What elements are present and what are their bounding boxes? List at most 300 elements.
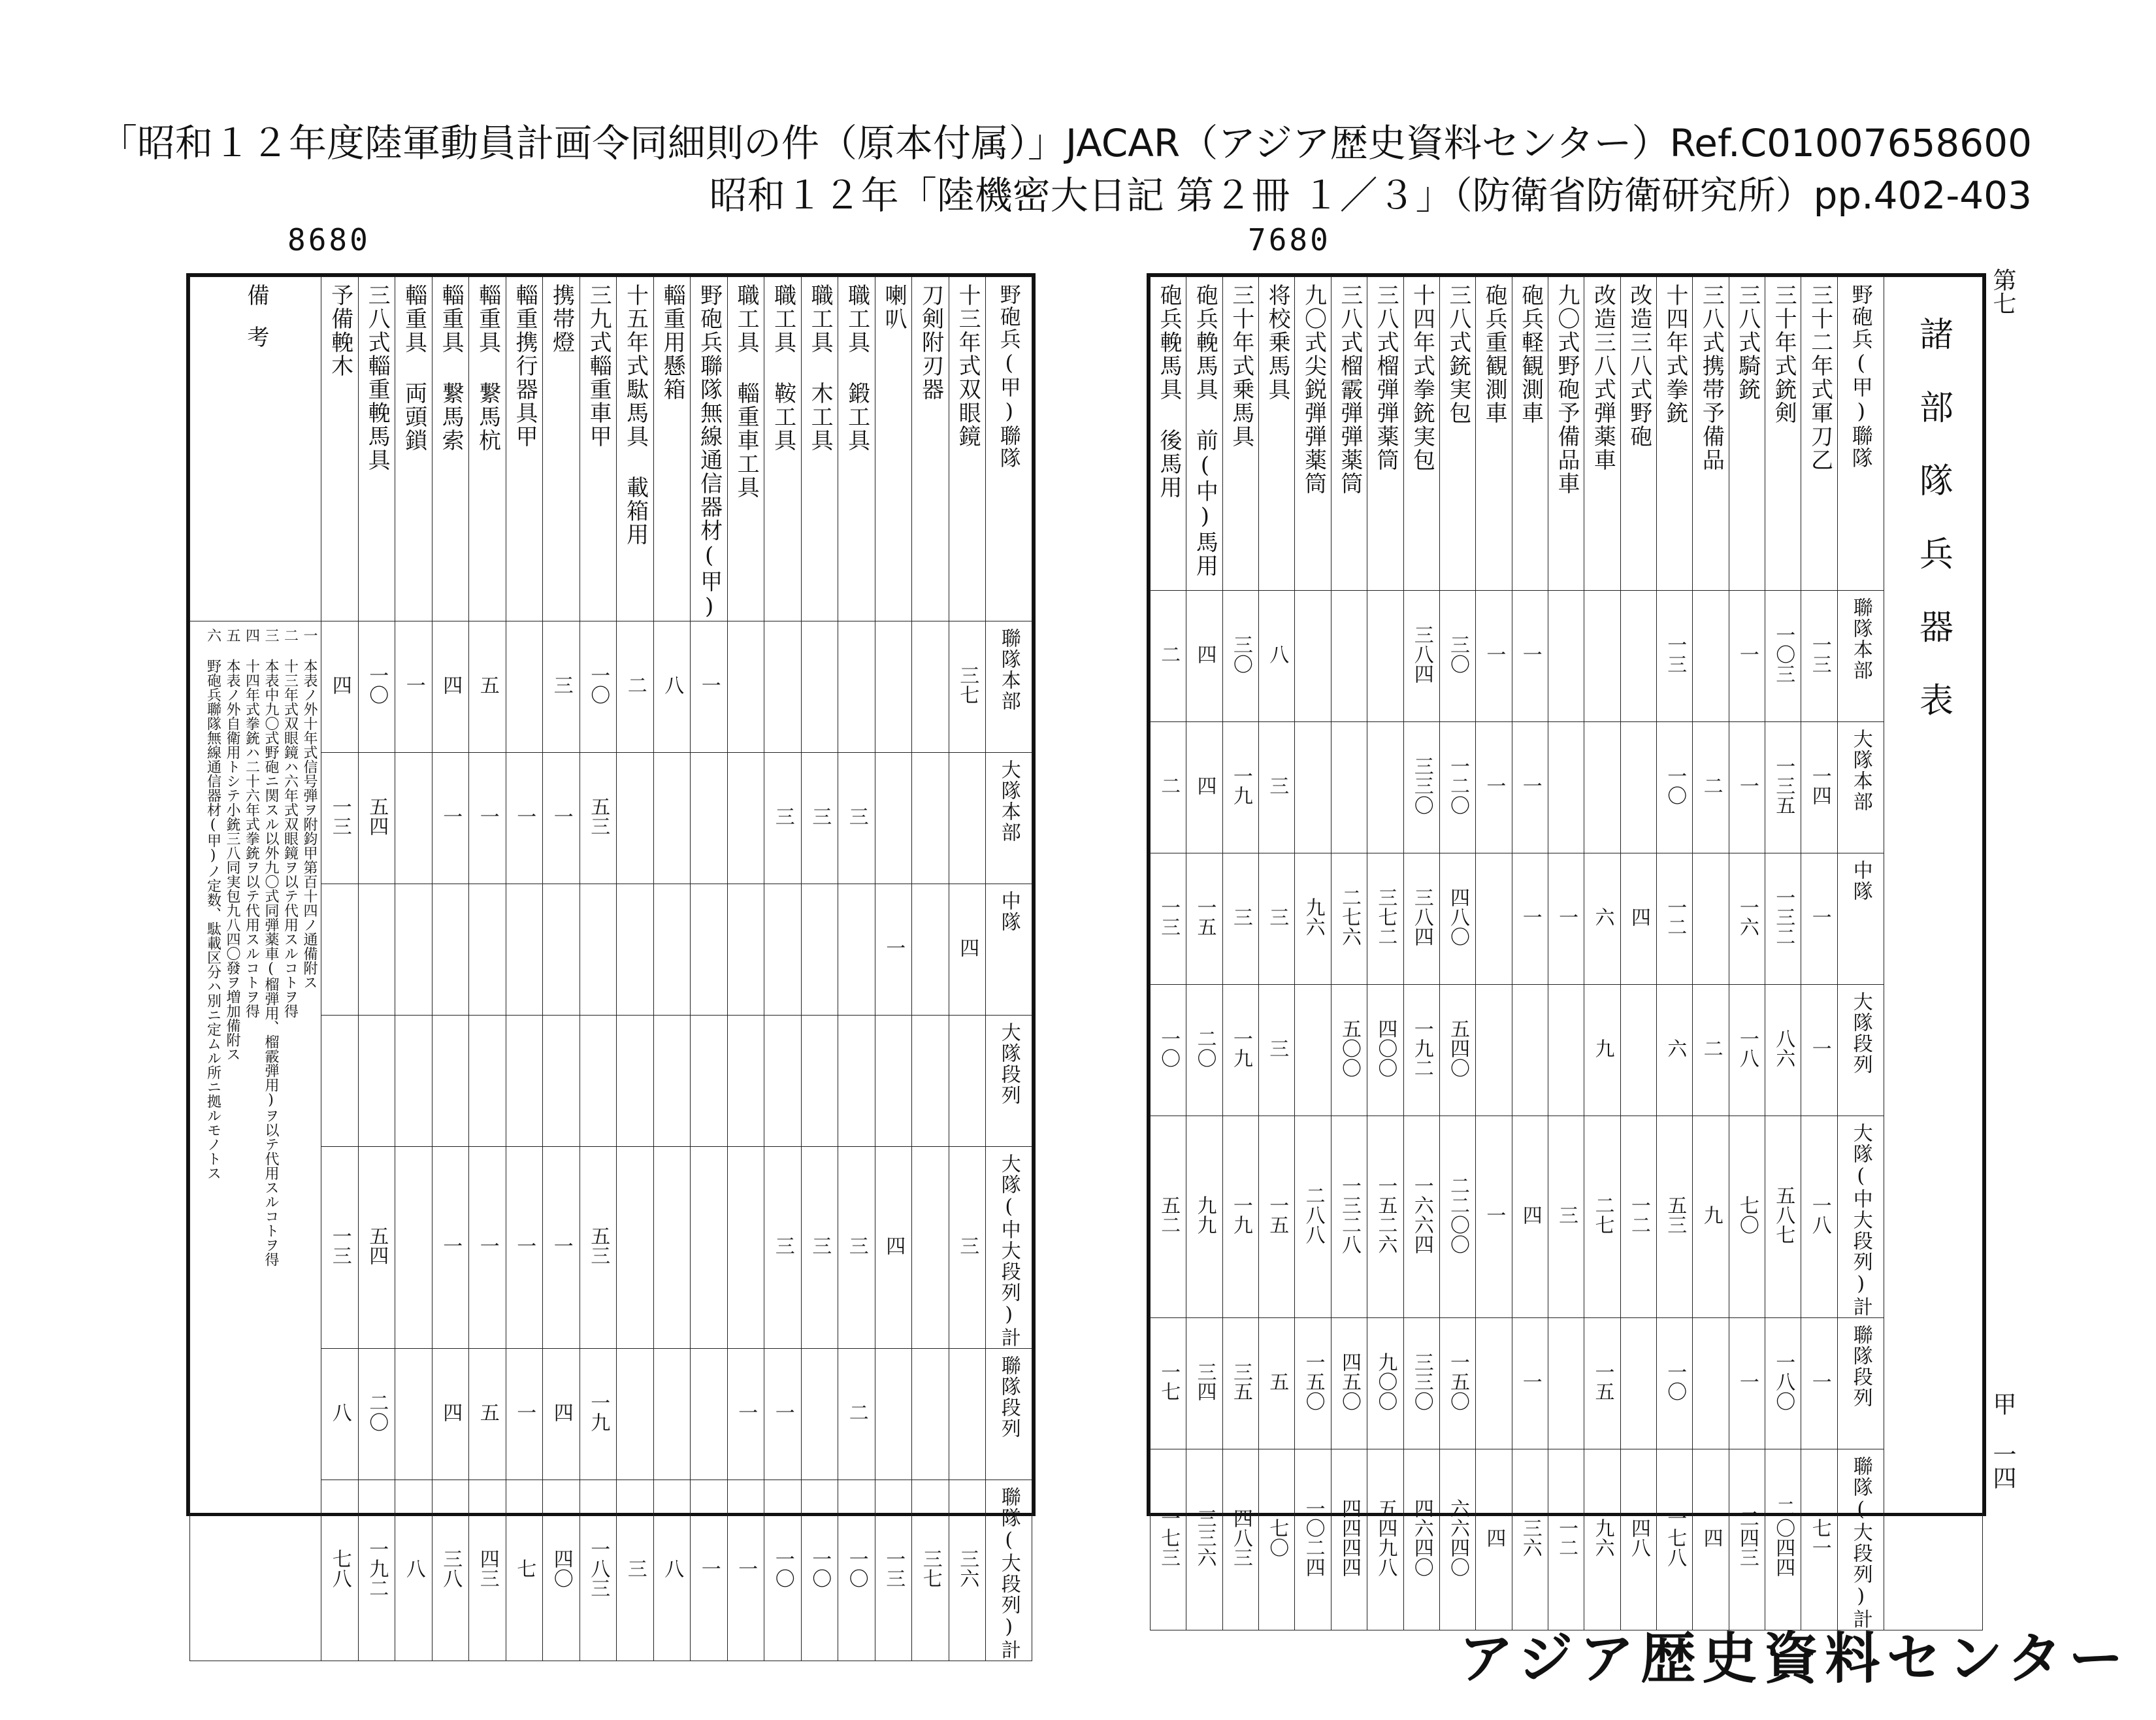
row-label-text: 大隊本部 bbox=[997, 759, 1021, 843]
table-cell bbox=[801, 1147, 838, 1349]
table-cell bbox=[506, 1480, 543, 1661]
cell-value: 一七八 bbox=[1663, 1508, 1687, 1567]
table-cell bbox=[580, 1016, 617, 1147]
cell-wrap bbox=[1729, 985, 1765, 1116]
cell-value: 三 bbox=[1229, 907, 1252, 927]
table-cell bbox=[949, 621, 986, 753]
cell-wrap bbox=[395, 621, 432, 752]
cell-value: 一三 bbox=[328, 1226, 351, 1265]
table-cell bbox=[1367, 1116, 1403, 1318]
cell-wrap bbox=[469, 753, 506, 884]
cell-wrap bbox=[1476, 591, 1511, 721]
table-cell bbox=[1186, 853, 1222, 985]
cell-wrap bbox=[1548, 1449, 1584, 1630]
cell-wrap bbox=[728, 1016, 764, 1146]
table-cell bbox=[1512, 1318, 1548, 1449]
cell-value: 三三〇 bbox=[1410, 1352, 1433, 1411]
table-cell bbox=[875, 1147, 912, 1349]
cell-value: 三三六 bbox=[1193, 1508, 1217, 1567]
cell-value: 一五〇 bbox=[1301, 1352, 1325, 1411]
table-cell bbox=[727, 1016, 764, 1147]
cell-wrap bbox=[1404, 853, 1439, 984]
cell-wrap bbox=[617, 753, 653, 884]
cell-wrap bbox=[506, 753, 543, 884]
cell-wrap bbox=[506, 621, 543, 752]
cell-wrap bbox=[912, 1480, 949, 1661]
cell-wrap bbox=[1621, 853, 1656, 984]
table-cell bbox=[838, 884, 875, 1016]
item-header bbox=[1548, 277, 1584, 591]
cell-wrap bbox=[802, 1016, 838, 1146]
cell-wrap bbox=[728, 1480, 764, 1661]
row-label-text: 聯隊本部 bbox=[997, 628, 1021, 712]
cell-wrap bbox=[359, 1349, 395, 1480]
table-cell bbox=[1439, 985, 1475, 1116]
unit-header bbox=[986, 277, 1032, 621]
cell-wrap bbox=[433, 1147, 469, 1348]
table-cell bbox=[912, 1147, 949, 1349]
cell-value: 二 bbox=[845, 1402, 868, 1422]
cell-wrap bbox=[395, 1349, 432, 1480]
table-cell bbox=[1512, 591, 1548, 722]
row-label bbox=[986, 1016, 1032, 1147]
table-cell bbox=[764, 884, 802, 1016]
cell-value: 三 bbox=[845, 1236, 868, 1255]
cell-wrap bbox=[1404, 722, 1439, 853]
cell-wrap bbox=[395, 1480, 432, 1661]
cell-value: 五三 bbox=[587, 797, 610, 836]
table-cell bbox=[1259, 853, 1295, 985]
cell-wrap bbox=[359, 621, 395, 752]
cell-wrap bbox=[949, 1480, 986, 1661]
cell-wrap bbox=[1186, 1116, 1222, 1317]
cell-wrap bbox=[1404, 591, 1439, 721]
table-cell bbox=[1222, 985, 1258, 1116]
table-cell bbox=[358, 621, 395, 753]
table-cell bbox=[543, 1147, 580, 1349]
table-cell bbox=[1259, 722, 1295, 853]
item-header bbox=[1403, 277, 1439, 591]
cell-wrap bbox=[728, 1147, 764, 1348]
cell-value: 三七 bbox=[919, 1549, 942, 1588]
cell-wrap bbox=[1331, 985, 1367, 1116]
cell-wrap bbox=[949, 884, 986, 1015]
cell-value: 一五二六 bbox=[1374, 1176, 1397, 1254]
table-cell bbox=[395, 621, 433, 753]
row-label bbox=[1838, 985, 1884, 1116]
item-name: 三十年式乗馬具 bbox=[1228, 284, 1254, 448]
table-cell bbox=[543, 884, 580, 1016]
table-cell bbox=[1512, 985, 1548, 1116]
table-cell bbox=[580, 1480, 617, 1661]
table-cell bbox=[1729, 1449, 1765, 1630]
table-cell bbox=[1693, 1449, 1729, 1630]
cell-value: 一 bbox=[1735, 644, 1759, 664]
cell-value: 一 bbox=[1808, 907, 1831, 927]
cell-wrap bbox=[875, 1349, 912, 1480]
cell-value: 二 bbox=[1157, 644, 1181, 664]
remarks-list bbox=[190, 621, 321, 1661]
item-name: 三九式輜重車甲 bbox=[585, 284, 612, 448]
cell-wrap bbox=[1440, 722, 1475, 853]
table-cell bbox=[764, 1349, 802, 1480]
cell-wrap bbox=[1476, 722, 1511, 853]
cell-value: 四八三 bbox=[1229, 1508, 1252, 1567]
table-cell bbox=[432, 1349, 469, 1480]
table-cell bbox=[801, 1349, 838, 1480]
table-cell bbox=[1584, 1116, 1620, 1318]
table-cell bbox=[1151, 1116, 1186, 1318]
cell-wrap bbox=[1367, 722, 1403, 853]
cell-value: 一 bbox=[697, 675, 721, 695]
cell-wrap bbox=[1186, 1449, 1222, 1630]
cell-value: 四 bbox=[549, 1402, 573, 1422]
cell-wrap bbox=[1801, 1318, 1837, 1449]
table-cell bbox=[1476, 1449, 1512, 1630]
table-cell bbox=[838, 621, 875, 753]
table-cell bbox=[617, 621, 654, 753]
cell-value: 五 bbox=[1266, 1372, 1289, 1391]
cell-value: 三三〇 bbox=[1410, 756, 1433, 815]
row-label-text: 大隊本部 bbox=[1849, 729, 1872, 812]
cell-value: 四三 bbox=[476, 1549, 499, 1588]
cell-wrap bbox=[1584, 985, 1620, 1116]
cell-value: 三 bbox=[1555, 1205, 1578, 1225]
table-cell bbox=[912, 884, 949, 1016]
cell-wrap bbox=[1295, 1116, 1330, 1317]
table-cell bbox=[580, 1147, 617, 1349]
table-cell bbox=[395, 1349, 433, 1480]
table-cell bbox=[1367, 1318, 1403, 1449]
cell-wrap bbox=[1729, 1116, 1765, 1317]
cell-wrap bbox=[1223, 1318, 1258, 1449]
cell-wrap bbox=[654, 621, 691, 752]
item-header bbox=[1151, 277, 1186, 591]
cell-wrap bbox=[1151, 1318, 1186, 1449]
cell-wrap bbox=[1476, 985, 1511, 1116]
table-cell bbox=[1693, 591, 1729, 722]
table-cell bbox=[358, 1147, 395, 1349]
cell-value: 二二〇〇 bbox=[1446, 1176, 1470, 1254]
cell-wrap bbox=[1729, 722, 1765, 853]
cell-wrap bbox=[321, 1349, 358, 1480]
cell-value: 三 bbox=[549, 675, 573, 695]
table-cell bbox=[1729, 1116, 1765, 1318]
item-header bbox=[1439, 277, 1475, 591]
table-cell bbox=[691, 753, 728, 884]
cell-wrap bbox=[949, 1147, 986, 1348]
table-cell bbox=[1295, 985, 1331, 1116]
table-cell bbox=[580, 621, 617, 753]
item-name: 輜重具 両頭鎖 bbox=[400, 284, 427, 452]
cell-wrap bbox=[433, 1480, 469, 1661]
cell-value: 一 bbox=[439, 1236, 463, 1255]
cell-value: 九六 bbox=[1301, 897, 1325, 936]
table-cell bbox=[1584, 1449, 1620, 1630]
cell-value: 一 bbox=[1482, 1205, 1506, 1225]
cell-value: 四〇 bbox=[549, 1549, 573, 1588]
cell-wrap bbox=[912, 1147, 949, 1348]
cell-wrap bbox=[912, 753, 949, 884]
row-label bbox=[1838, 853, 1884, 985]
cell-value: 一九 bbox=[1229, 1195, 1252, 1234]
table-cell bbox=[949, 1016, 986, 1147]
cell-wrap bbox=[1584, 1449, 1620, 1630]
cell-wrap bbox=[875, 1016, 912, 1146]
table-cell bbox=[1331, 1449, 1367, 1630]
item-header bbox=[1765, 277, 1801, 591]
table-cell bbox=[1548, 591, 1584, 722]
table-cell bbox=[1186, 985, 1222, 1116]
cell-wrap bbox=[1765, 985, 1801, 1116]
table-cell bbox=[1584, 591, 1620, 722]
table-cell bbox=[321, 884, 359, 1016]
cell-value: 一三五 bbox=[1772, 756, 1795, 815]
cell-value: 一三二八 bbox=[1337, 1176, 1361, 1254]
cell-wrap bbox=[580, 884, 617, 1015]
cell-wrap bbox=[875, 884, 912, 1015]
cell-value: 四四四四 bbox=[1337, 1498, 1361, 1577]
cell-wrap bbox=[506, 1016, 543, 1146]
cell-value: 一 bbox=[771, 1402, 794, 1422]
cell-wrap bbox=[691, 1016, 727, 1146]
cell-wrap bbox=[543, 1147, 580, 1348]
item-header bbox=[469, 277, 506, 621]
item-name: 野砲兵聯隊無線通信器材(甲) bbox=[696, 284, 723, 621]
table-cell bbox=[1657, 853, 1693, 985]
cell-value: 五四 bbox=[365, 1226, 389, 1265]
cell-wrap bbox=[1440, 1449, 1475, 1630]
table-cell bbox=[395, 1480, 433, 1661]
table-cell bbox=[1295, 722, 1331, 853]
item-name: 喇叭 bbox=[881, 284, 907, 331]
cell-wrap bbox=[728, 753, 764, 884]
table-cell bbox=[1765, 985, 1801, 1116]
cell-value: 一 bbox=[513, 806, 536, 826]
cell-wrap bbox=[838, 1480, 875, 1661]
cell-wrap bbox=[506, 884, 543, 1015]
cell-wrap bbox=[1512, 722, 1548, 853]
cell-value: 五二 bbox=[1157, 1195, 1181, 1234]
cell-value: 四 bbox=[1699, 1528, 1723, 1547]
item-name: 刀剣附刃器 bbox=[917, 284, 944, 401]
item-name: 砲兵重観測車 bbox=[1481, 284, 1508, 425]
item-name: 職工具 輜重車工具 bbox=[733, 284, 760, 499]
cell-wrap bbox=[764, 1147, 801, 1348]
cell-value: 四六四〇 bbox=[1410, 1498, 1433, 1577]
cell-value: 三 bbox=[1266, 907, 1289, 927]
left-page-number: 8680 bbox=[287, 222, 370, 257]
table-cell bbox=[949, 1147, 986, 1349]
table-cell bbox=[1331, 853, 1367, 985]
cell-wrap bbox=[359, 1147, 395, 1348]
remark-item: 六 野砲兵聯隊無線通信器材(甲)ノ定数、駄載区分ハ別ニ定ムル所ニ拠ルモノトス bbox=[204, 628, 221, 1180]
table-cell bbox=[506, 621, 543, 753]
cell-value: 二四三 bbox=[1735, 1508, 1759, 1567]
cell-value: 一 bbox=[549, 806, 573, 826]
cell-value: 三〇 bbox=[1446, 635, 1470, 674]
cell-value: 一〇 bbox=[1663, 766, 1687, 805]
cell-wrap bbox=[1657, 722, 1692, 853]
cell-wrap bbox=[1693, 1449, 1728, 1630]
table-cell bbox=[1331, 985, 1367, 1116]
table-cell bbox=[358, 1016, 395, 1147]
table-cell bbox=[1439, 1318, 1475, 1449]
table-cell bbox=[912, 621, 949, 753]
table-cell bbox=[764, 1147, 802, 1349]
cell-value: 三四 bbox=[1193, 1362, 1217, 1401]
item-name: 三八式輜重輓馬具 bbox=[364, 284, 391, 472]
cell-wrap bbox=[1657, 985, 1692, 1116]
table-cell bbox=[1657, 1449, 1693, 1630]
cell-value: 六 bbox=[1591, 907, 1614, 927]
right-page-grid bbox=[1150, 276, 1983, 1630]
item-header bbox=[506, 277, 543, 621]
cell-wrap bbox=[1548, 985, 1584, 1116]
table-cell bbox=[764, 1480, 802, 1661]
table-cell bbox=[321, 1349, 359, 1480]
cell-value: 一 bbox=[439, 806, 463, 826]
cell-value: 一 bbox=[734, 1402, 758, 1422]
cell-wrap bbox=[617, 1480, 653, 1661]
cell-wrap bbox=[1404, 1116, 1439, 1317]
cell-value: 二八八 bbox=[1301, 1185, 1325, 1244]
row-label bbox=[986, 1480, 1032, 1661]
table-cell bbox=[727, 753, 764, 884]
cell-value: 六 bbox=[1663, 1038, 1687, 1058]
cell-value: 一二 bbox=[1663, 897, 1687, 936]
left-page-table bbox=[189, 276, 1032, 1661]
cell-value: 三 bbox=[845, 806, 868, 826]
table-cell bbox=[432, 1480, 469, 1661]
table-cell bbox=[395, 884, 433, 1016]
cell-wrap bbox=[802, 1480, 838, 1661]
cell-value: 七〇 bbox=[1266, 1518, 1289, 1557]
left-page bbox=[186, 273, 1036, 1661]
table-cell bbox=[1765, 853, 1801, 985]
row-label bbox=[986, 1349, 1032, 1480]
cell-wrap bbox=[321, 884, 358, 1015]
cell-value: 一 bbox=[882, 938, 906, 957]
cell-wrap bbox=[838, 621, 875, 752]
table-cell bbox=[1548, 985, 1584, 1116]
cell-value: 一二 bbox=[1627, 1195, 1650, 1234]
cell-value: 二 bbox=[623, 675, 647, 695]
cell-wrap bbox=[949, 1349, 986, 1480]
item-name: 三十年式銃剣 bbox=[1771, 284, 1797, 425]
table-cell bbox=[395, 753, 433, 884]
cell-wrap bbox=[1404, 1318, 1439, 1449]
row-label-text: 中隊 bbox=[997, 891, 1021, 933]
cell-wrap bbox=[764, 753, 801, 884]
table-cell bbox=[727, 1480, 764, 1661]
cell-wrap bbox=[1367, 853, 1403, 984]
item-header bbox=[801, 277, 838, 621]
table-cell bbox=[1657, 1116, 1693, 1318]
cell-wrap bbox=[802, 884, 838, 1015]
cell-wrap bbox=[654, 1349, 691, 1480]
cell-wrap bbox=[543, 621, 580, 752]
cell-wrap bbox=[1729, 591, 1765, 721]
cell-wrap bbox=[506, 1480, 543, 1661]
cell-wrap bbox=[1657, 1116, 1692, 1317]
cell-value: 五〇〇 bbox=[1337, 1019, 1361, 1078]
cell-value: 一 bbox=[734, 1559, 758, 1578]
table-cell bbox=[875, 1349, 912, 1480]
table-cell bbox=[653, 1016, 691, 1147]
table-cell bbox=[1186, 1318, 1222, 1449]
row-label bbox=[1838, 722, 1884, 853]
cell-wrap bbox=[1765, 591, 1801, 721]
cell-value: 一〇 bbox=[808, 1549, 832, 1588]
item-header bbox=[912, 277, 949, 621]
table-cell bbox=[875, 621, 912, 753]
table-cell bbox=[506, 753, 543, 884]
cell-value: 五三 bbox=[1663, 1195, 1687, 1234]
cell-wrap bbox=[728, 884, 764, 1015]
table-cell bbox=[543, 621, 580, 753]
cell-wrap bbox=[1367, 1116, 1403, 1317]
table-cell bbox=[1548, 853, 1584, 985]
cell-wrap bbox=[395, 753, 432, 884]
cell-wrap bbox=[1801, 1449, 1837, 1630]
cell-wrap bbox=[1223, 985, 1258, 1116]
table-cell bbox=[801, 1016, 838, 1147]
item-header bbox=[1331, 277, 1367, 591]
item-header bbox=[838, 277, 875, 621]
cell-value: 一九 bbox=[587, 1393, 610, 1432]
table-cell bbox=[1765, 1116, 1801, 1318]
item-header bbox=[543, 277, 580, 621]
item-header bbox=[321, 277, 359, 621]
cell-wrap bbox=[1440, 985, 1475, 1116]
table-cell bbox=[912, 1016, 949, 1147]
cell-wrap bbox=[469, 1480, 506, 1661]
cell-wrap bbox=[1331, 722, 1367, 853]
cell-value: 一 bbox=[1735, 1372, 1759, 1391]
row-label bbox=[986, 753, 1032, 884]
cell-wrap bbox=[1512, 1116, 1548, 1317]
cell-wrap bbox=[433, 1349, 469, 1480]
cell-wrap bbox=[1512, 1449, 1548, 1630]
cell-wrap bbox=[1584, 591, 1620, 721]
table-cell bbox=[1367, 1449, 1403, 1630]
left-page-grid bbox=[189, 276, 1032, 1661]
cell-wrap bbox=[1512, 853, 1548, 984]
table-cell bbox=[1584, 853, 1620, 985]
cell-value: 一三 bbox=[1663, 635, 1687, 674]
cell-value: 八 bbox=[661, 1559, 684, 1578]
cell-wrap bbox=[1223, 591, 1258, 721]
table-cell bbox=[691, 1016, 728, 1147]
cell-value: 二七六 bbox=[1337, 887, 1361, 946]
cell-value: 七八 bbox=[328, 1549, 351, 1588]
table-cell bbox=[1367, 985, 1403, 1116]
table-cell bbox=[1439, 591, 1475, 722]
cell-wrap bbox=[1729, 1318, 1765, 1449]
table-cell bbox=[1512, 1116, 1548, 1318]
cell-wrap bbox=[691, 753, 727, 884]
cell-wrap bbox=[691, 884, 727, 1015]
table-cell bbox=[432, 1147, 469, 1349]
cell-value: 一 bbox=[1555, 907, 1578, 927]
cell-wrap bbox=[1151, 853, 1186, 984]
table-cell bbox=[506, 1349, 543, 1480]
table-cell bbox=[764, 1016, 802, 1147]
cell-value: 四 bbox=[882, 1236, 906, 1255]
cell-value: 一三二 bbox=[1772, 887, 1795, 946]
table-cell bbox=[1295, 853, 1331, 985]
